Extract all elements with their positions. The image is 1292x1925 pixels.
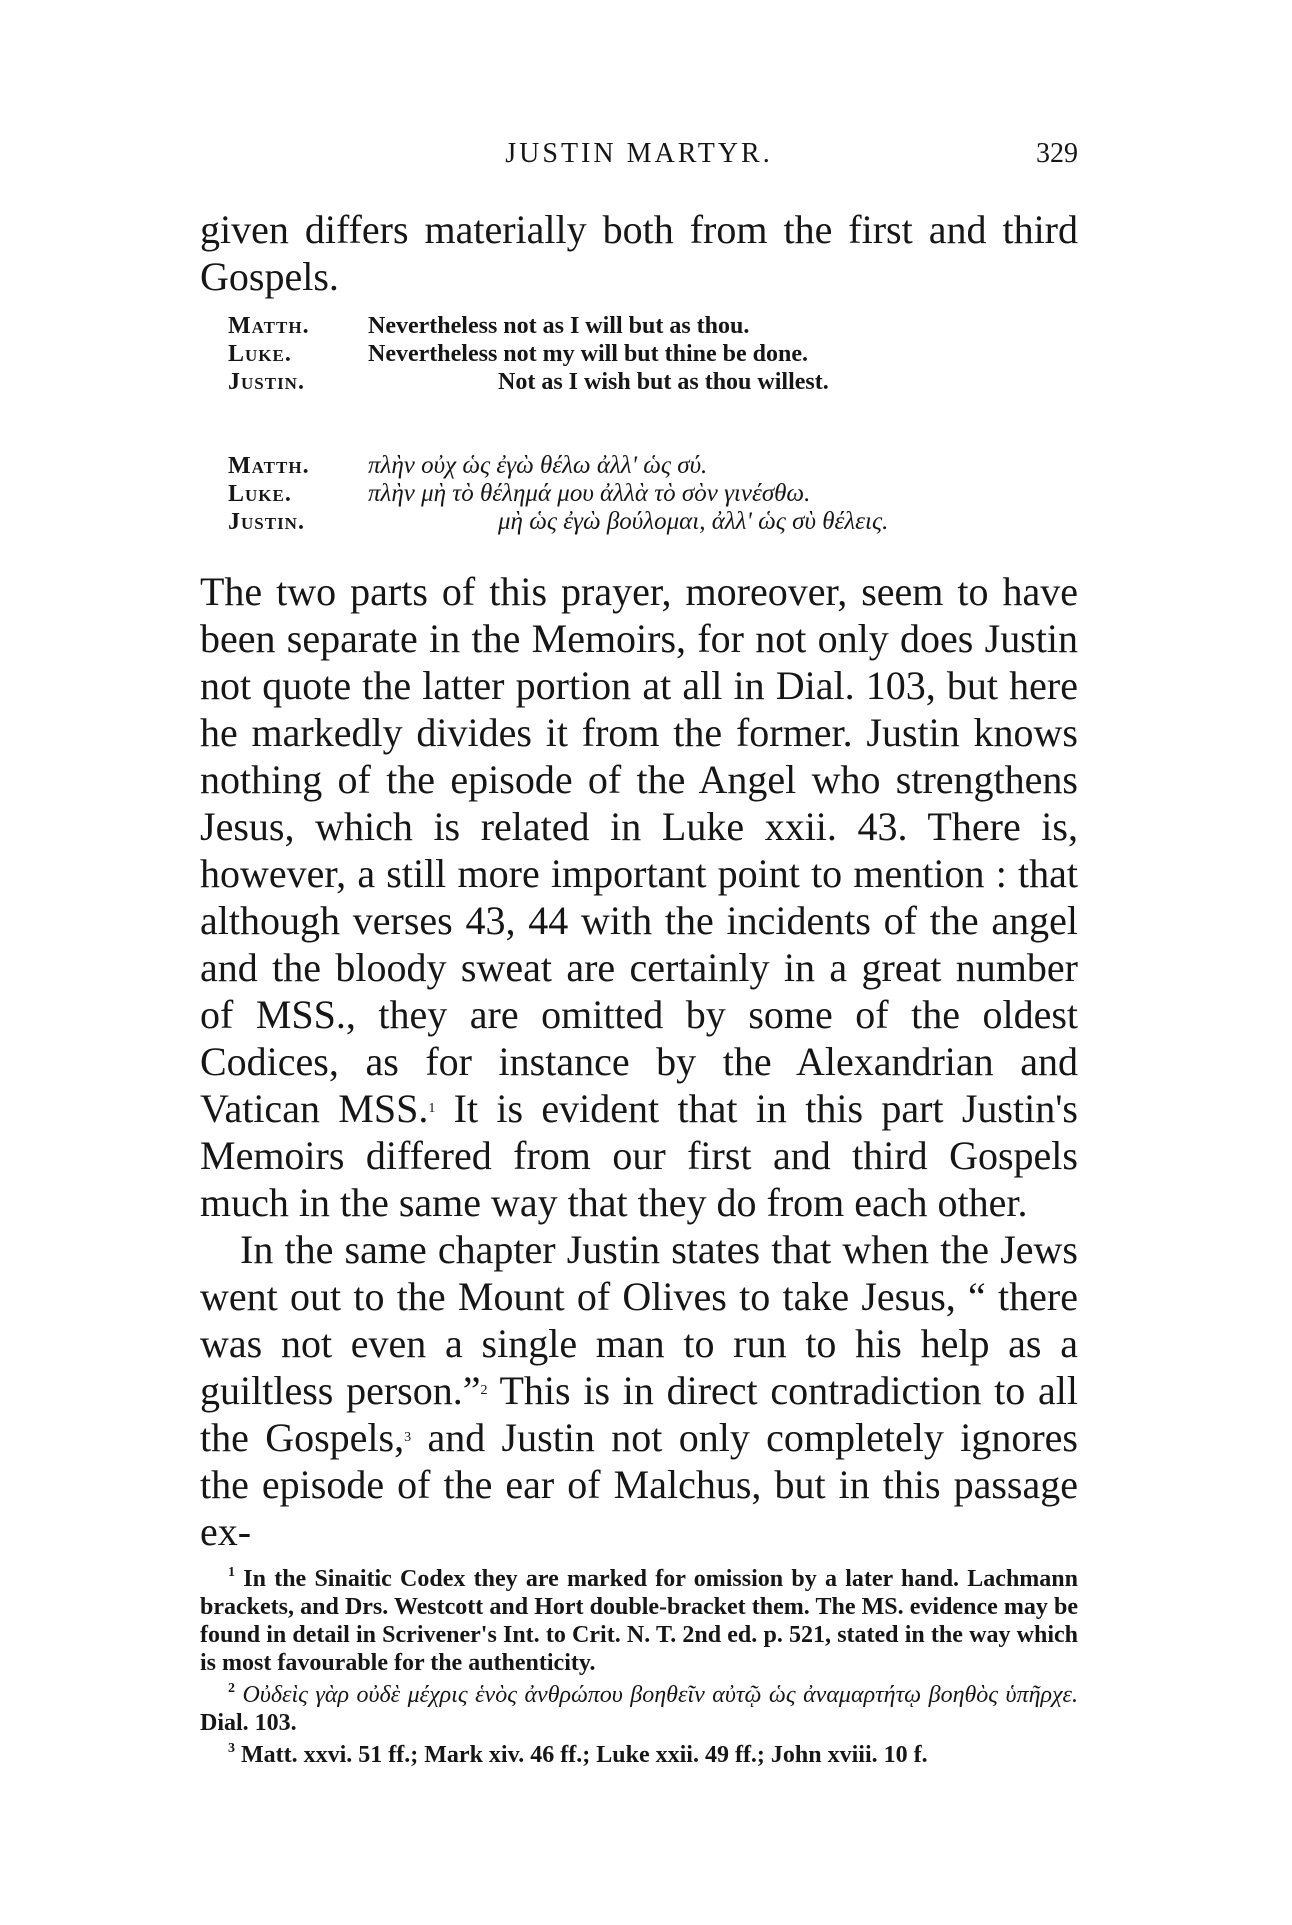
quote-text: Nevertheless not my will but thine be done. — [368, 341, 808, 367]
greek-quote-justin — [228, 508, 1078, 536]
english-quote-justin — [228, 368, 1078, 396]
footnote-3 — [200, 1741, 1078, 1769]
quote-source-label: Luke. — [228, 341, 292, 367]
footnote-marker: 1 — [228, 1565, 235, 1580]
paragraph-text: It is evident that in this part Justin's Memoirs differed from our first and third Gospels much in the same way that they do from each other. — [200, 1086, 1078, 1225]
paragraph-text: This is in direct contradiction to all the Gospels, — [200, 1368, 1079, 1460]
greek-quote-matthew — [228, 452, 1078, 480]
paragraph-text: In the same chapter Justin states that when the Jews went out to the Mount of Olives to take Jesus, “ there was not even a single man to run to his help as a guiltless person.” — [200, 1227, 1078, 1413]
footnote-greek-text: Οὐδεὶς γὰρ οὐδὲ μέχρις ἑνὸς ἀνθρώπου βοηθεῖν αὐτῷ ὡς ἀναμαρτήτῳ βοηθὸς ὑπῆρχε. — [242, 1682, 1079, 1708]
english-quotes-block — [228, 312, 1078, 396]
quote-source-label: Justin. — [228, 369, 305, 395]
paragraph-mount-of-olives — [200, 1226, 1078, 1555]
greek-quote-luke — [228, 480, 1078, 508]
main-text — [200, 568, 1078, 1555]
paragraph-text: and Justin not only completely ignores the episode of the ear of Malchus, but in this passage ex- — [200, 1415, 1078, 1554]
greek-quote-text: μὴ ὡς ἐγὼ βούλομαι, ἀλλ' ὡς σὺ θέλεις. — [498, 508, 889, 535]
quote-text: Not as I wish but as thou willest. — [498, 369, 829, 395]
page-header — [200, 138, 1078, 178]
quote-source-label: Matth. — [228, 453, 310, 479]
english-quote-luke — [228, 340, 1078, 368]
footnote-ref-1[interactable]: 1 — [428, 1101, 436, 1116]
opening-paragraph — [200, 206, 1078, 300]
footnote-1 — [200, 1565, 1078, 1677]
quote-source-label: Matth. — [228, 313, 310, 339]
opening-paragraph-text: given differs materially both from the first and third Gospels. — [200, 207, 1078, 299]
greek-quote-text: πλὴν μὴ τὸ θέλημά μου ἀλλὰ τὸ σὸν γινέσθω. — [368, 480, 811, 507]
quote-source-label: Justin. — [228, 509, 305, 535]
footnote-ref-2[interactable]: 2 — [480, 1383, 488, 1398]
page-number: 329 — [1036, 138, 1078, 169]
footnote-text: Dial. 103. — [200, 1710, 297, 1736]
footnote-2 — [200, 1681, 1078, 1737]
english-quote-matthew — [228, 312, 1078, 340]
footnote-marker: 3 — [228, 1741, 235, 1756]
quote-source-label: Luke. — [228, 481, 292, 507]
footnote-ref-3[interactable]: 3 — [404, 1430, 412, 1445]
footnote-text: Matt. xxvi. 51 ff.; Mark xiv. 46 ff.; Luke xxii. 49 ff.; John xviii. 10 f. — [241, 1742, 928, 1768]
paragraph-text: The two parts of this prayer, moreover, seem to have been separate in the Memoirs, for not only does Justin not quote the latter portion at all in Dial. 103, but here he markedly divides it from the former. Justin knows nothing of the episode of the Angel who strengthens Jesus, which is related in Luke xxii. 43. There is, however, a still more important point to mention : that although verses 43, 44 with the incidents of the angel and the bloody sweat are certainly in a great number of MSS., they are omitted by some of the oldest Codices, as for instance by the Alexandrian and Vatican MSS. — [200, 569, 1078, 1131]
greek-quote-text: πλὴν οὐχ ὡς ἐγὼ θέλω ἀλλ' ὡς σύ. — [368, 452, 708, 479]
footnotes — [200, 1565, 1078, 1773]
paragraph-prayer-parts — [200, 568, 1078, 1226]
quote-text: Nevertheless not as I will but as thou. — [368, 313, 750, 339]
running-title: JUSTIN MARTYR. — [505, 138, 773, 169]
greek-quotes-block — [228, 452, 1078, 536]
footnote-text: In the Sinaitic Codex they are marked for omission by a later hand. Lachmann brackets, and Drs. Westcott and Hort double-bracket them. The MS. evidence may be found in detail in Scrivener's Int. to Crit. N. T. 2nd ed. p. 521, stated in the way which is most favourable for the authenticity. — [200, 1566, 1078, 1676]
footnote-marker: 2 — [228, 1681, 235, 1696]
